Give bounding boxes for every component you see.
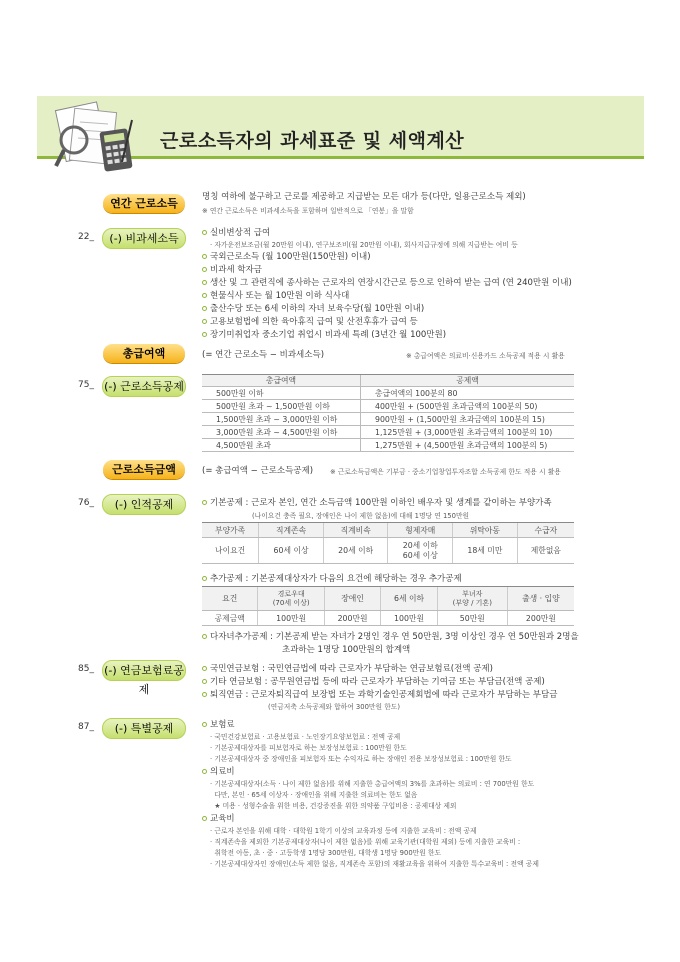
table-cell: 1,500만원 초과 ~ 3,000만원 이하 [202, 413, 361, 426]
label-annual-income: 연간 근로소득 [103, 194, 185, 213]
page-ref-87: 87_ [78, 722, 94, 732]
basic-deduction-sub: (나이요건 충족 필요, 장애인은 나이 제한 없음)에 대해 1명당 연 150만원 [252, 512, 470, 520]
page-title: 근로소득자의 과세표준 및 세액계산 [160, 130, 465, 152]
insurance-detail: · 국민건강보험료 · 고용보험료 · 노인장기요양보험료 : 전액 공제 [210, 733, 401, 741]
table-cell: 200만원 [324, 611, 380, 626]
table-row [202, 439, 574, 452]
table-header-row [202, 375, 574, 387]
table-row [202, 538, 574, 564]
education-detail: · 근로자 본인을 위해 대학 · 대학원 1학기 이상의 교육과정 등에 지출한 교육비 : 전액 공제 [210, 827, 477, 835]
pension-sub: (연금저축 소득공제와 합하여 300만원 한도) [268, 703, 400, 711]
annual-income-note: ※ 연간 근로소득은 비과세소득을 포함하며 일반적으로 「연봉」을 말함 [202, 207, 414, 215]
multi-child-deduction-sub: 초과하는 1명당 100만원의 합계액 [282, 645, 411, 655]
table-cell: 200만원 [507, 611, 574, 626]
page-ref-22: 22_ [78, 232, 94, 242]
table-cell: 나이요건 [202, 538, 259, 564]
table-row [202, 426, 574, 439]
nontax-item: 비과세 학자금 [202, 263, 262, 275]
education-detail: · 기본공제대상자인 장애인(소득 제한 없음, 직계존속 포함)의 재활교육을 위하여 지출한 특수교육비 : 전액 공제 [210, 860, 539, 868]
nontax-item: 실비변상적 급여 [202, 226, 270, 238]
table-cell: 1,125만원 + (3,000만원 초과금액의 100분의 10) [361, 426, 575, 439]
table-header: 공제액 [361, 375, 575, 387]
table-header: 요건 [202, 587, 258, 611]
label-earned-income-amount: 근로소득금액 [103, 460, 185, 479]
table-cell: 4,500만원 초과 [202, 439, 361, 452]
pension-item: 국민연금보험 : 국민연금법에 따라 근로자가 부담하는 연금보험료(전액 공제) [202, 662, 493, 674]
label-special-deduction: (-) 특별공제 [102, 718, 186, 739]
additional-deduction: 추가공제 : 기본공제대상자가 다음의 요건에 해당하는 경우 추가공제 [202, 572, 462, 584]
table-header-row [202, 523, 574, 538]
table-row [202, 400, 574, 413]
table-cell: 500만원 이하 [202, 387, 361, 400]
table-cell: 60세 이상 [259, 538, 324, 564]
table-header: 직계비속 [323, 523, 388, 538]
table-header: 부양가족 [202, 523, 259, 538]
education-heading: 교육비 [202, 812, 235, 824]
table-cell: 100만원 [381, 611, 438, 626]
insurance-heading: 보험료 [202, 718, 235, 730]
table-cell: 1,275만원 + (4,500만원 초과금액의 100분의 5) [361, 439, 575, 452]
table-row [202, 611, 574, 626]
table-cell: 500만원 초과 ~ 1,500만원 이하 [202, 400, 361, 413]
label-personal-deduction: (-) 인적공제 [102, 494, 186, 515]
label-earned-income-deduction: (-) 근로소득공제 [102, 376, 186, 397]
table-cell: 400만원 + (500만원 초과금액의 100분의 50) [361, 400, 575, 413]
page-ref-75: 75_ [78, 380, 94, 390]
nontax-item: 현물식사 또는 월 10만원 이하 식사대 [202, 289, 349, 301]
page-ref-85: 85_ [78, 664, 94, 674]
table-cell: 900만원 + (1,500만원 초과금액의 100분의 15) [361, 413, 575, 426]
table-cell: 제한없음 [517, 538, 574, 564]
basic-deduction: 기본공제 : 근로자 본인, 연간 소득금액 100만원 이하인 배우자 및 생계를 같이하는 부양가족 [202, 496, 552, 508]
table-cell: 총급여액의 100분의 80 [361, 387, 575, 400]
multi-child-deduction: 다자녀추가공제 : 기본공제 받는 자녀가 2명인 경우 연 50만원, 3명 이상인 경우 연 50만원과 2명을 [202, 630, 579, 642]
nontax-item: 고용보험법에 의한 육아휴직 급여 및 산전후휴가 급여 등 [202, 315, 418, 327]
annual-income-desc: 명칭 여하에 불구하고 근로를 제공하고 지급받는 모든 대가 등(다만, 일용근로소득 제외) [202, 192, 526, 202]
education-detail: 취학전 아동, 초 · 중 · 고등학생 1명당 300만원, 대학생 1명당 900만원 한도 [210, 849, 442, 857]
insurance-detail: · 기본공제대상자를 피보험자로 하는 보장성보험료 : 100만원 한도 [210, 744, 407, 752]
medical-detail: 다만, 본인 · 65세 이상자 · 장애인을 위해 지출한 의료비는 한도 없음 [210, 791, 418, 799]
additional-deduction-table [202, 586, 574, 626]
earned-income-note: ※ 근로소득금액은 기부금 · 중소기업창업투자조합 소득공제 한도 적용 시 활용 [330, 468, 561, 476]
table-header: 직계존속 [259, 523, 324, 538]
calculator-documents-illustration [50, 100, 150, 180]
page-ref-76: 76_ [78, 498, 94, 508]
label-gross-pay: 총급여액 [103, 344, 185, 363]
medical-detail: ★ 미용 · 성형수술을 위한 비용, 건강증진을 위한 의약품 구입비용 : 공제대상 제외 [210, 802, 457, 810]
table-header: 총급여액 [202, 375, 361, 387]
gross-formula: (= 연간 근로소득 − 비과세소득) [202, 350, 325, 360]
table-cell: 18세 미만 [453, 538, 518, 564]
table-cell: 공제금액 [202, 611, 258, 626]
pension-item: 기타 연금보험 : 공무원연금법 등에 따라 근로자가 부담하는 기여금 또는 부담금(전액 공제) [202, 675, 545, 687]
medical-heading: 의료비 [202, 765, 235, 777]
table-header: 장애인 [324, 587, 380, 611]
label-pension-deduction: (-) 연금보험료공제 [102, 660, 186, 681]
table-header: 수급자 [517, 523, 574, 538]
nontax-item: 장기미취업자 중소기업 취업시 비과세 특례 (3년간 월 100만원) [202, 328, 446, 340]
pension-item: 퇴직연금 : 근로자퇴직급여 보장법 또는 과학기술인공제회법에 따라 근로자가 부담하는 부담금 [202, 688, 557, 700]
earned-deduction-table [202, 374, 574, 452]
earned-income-formula: (= 총급여액 − 근로소득공제) [202, 466, 314, 476]
nontax-item: 생산 및 그 관련직에 종사하는 근로자의 연장시간근로 등으로 인하여 받는 급여 (연 240만원 이내) [202, 276, 572, 288]
table-header-row [202, 587, 574, 611]
table-cell: 100만원 [258, 611, 324, 626]
table-header: 형제자매 [388, 523, 453, 538]
table-header: 출생 · 입양 [507, 587, 574, 611]
nontax-item: 국외근로소득 (월 100만원(150만원) 이내) [202, 250, 371, 262]
nontax-subnote: · 자가운전보조금(월 20만원 이내), 연구보조비(월 20만원 이내), 회사지급규정에 의해 지급받는 여비 등 [210, 241, 518, 249]
table-header: 경로우대 (70세 이상) [258, 587, 324, 611]
label-nontaxable: (-) 비과세소득 [102, 228, 186, 249]
table-header: 부녀자 (부양 / 기혼) [437, 587, 507, 611]
table-header: 위탁아동 [453, 523, 518, 538]
table-cell: 20세 이하 [323, 538, 388, 564]
table-row [202, 413, 574, 426]
table-cell: 3,000만원 초과 ~ 4,500만원 이하 [202, 426, 361, 439]
medical-detail: · 기본공제대상자(소득 · 나이 제한 없음)를 위해 지출한 총급여액의 3%를 초과하는 의료비 : 연 700만원 한도 [210, 780, 535, 788]
nontax-item: 출산수당 또는 6세 이하의 자녀 보육수당(월 10만원 이내) [202, 302, 424, 314]
table-row [202, 387, 574, 400]
insurance-detail: · 기본공제대상자 중 장애인을 피보험자 또는 수익자로 하는 장애인 전용 보장성보험료 : 100만원 한도 [210, 755, 512, 763]
basic-deduction-table [202, 522, 574, 564]
gross-note: ※ 총급여액은 의료비·신용카드 소득공제 적용 시 활용 [406, 352, 565, 360]
table-cell: 50만원 [437, 611, 507, 626]
education-detail: · 직계존속을 제외한 기본공제대상자(나이 제한 없음)를 위해 교육기관(대학원 제외) 등에 지출한 교육비 : [210, 838, 521, 846]
table-header: 6세 이하 [381, 587, 438, 611]
table-cell: 20세 이하 60세 이상 [388, 538, 453, 564]
